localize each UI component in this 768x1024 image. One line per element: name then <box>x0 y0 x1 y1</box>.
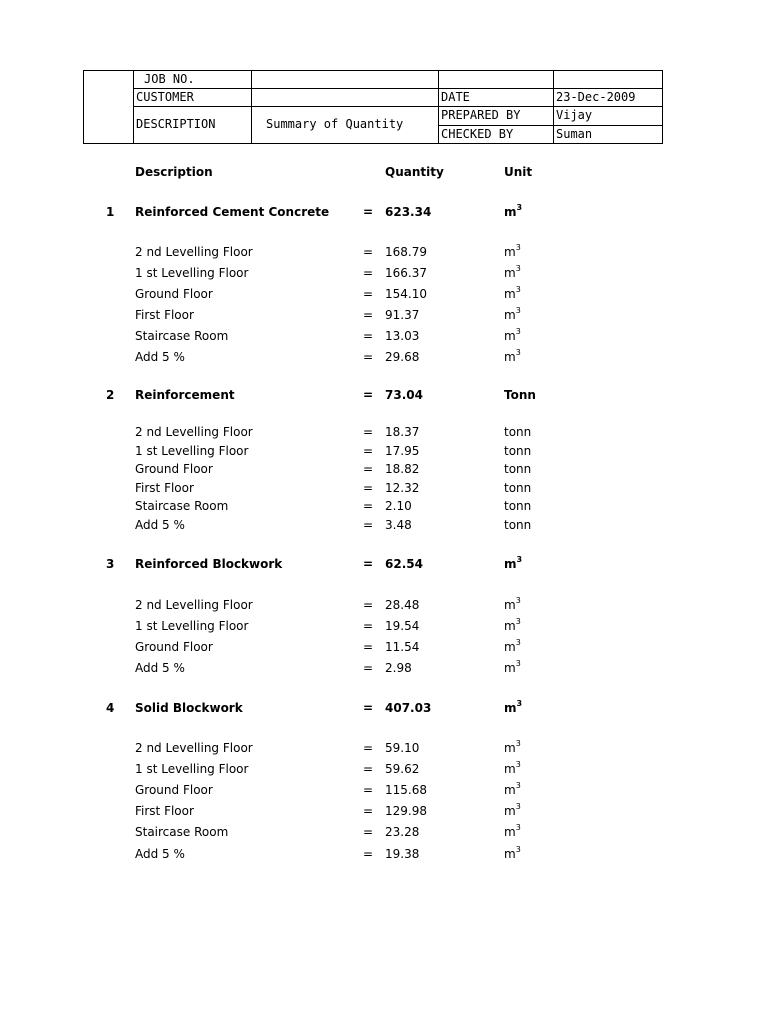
equals-sign: = <box>363 205 374 219</box>
item-unit: $m^3$ <box>504 596 521 612</box>
item-quantity: 168.79 <box>385 245 427 259</box>
item-label: First Floor <box>135 308 194 322</box>
section-number: 1 <box>106 205 115 219</box>
item-unit: $m^3$ <box>504 845 521 861</box>
item-quantity: 13.03 <box>385 329 420 343</box>
item-unit: $m^3$ <box>504 243 521 259</box>
section-unit: $m^3$ <box>504 699 523 715</box>
equals-sign: = <box>363 847 374 861</box>
date-label-cell <box>438 88 554 107</box>
description-value: Summary of Quantity <box>266 117 404 131</box>
item-unit: tonn <box>504 425 532 439</box>
item-unit: $m^3$ <box>504 285 521 301</box>
equals-sign: = <box>363 388 374 402</box>
job-no-label-cell <box>133 70 252 89</box>
item-label: Staircase Room <box>135 329 229 343</box>
section-total: 407.03 <box>385 701 432 715</box>
equals-sign: = <box>363 783 374 797</box>
item-quantity: 23.28 <box>385 825 420 839</box>
equals-sign: = <box>363 462 374 476</box>
equals-sign: = <box>363 825 374 839</box>
item-unit: $m^3$ <box>504 739 521 755</box>
section-total: 62.54 <box>385 557 423 571</box>
item-quantity: 28.48 <box>385 598 420 612</box>
description-value-cell <box>251 106 439 144</box>
item-label: Add 5 % <box>135 518 185 532</box>
item-quantity: 166.37 <box>385 266 427 280</box>
checked-by-label: CHECKED BY <box>441 127 514 141</box>
item-quantity: 115.68 <box>385 783 427 797</box>
item-label: First Floor <box>135 804 194 818</box>
item-unit: tonn <box>504 462 532 476</box>
section-title: Reinforced Blockwork <box>135 557 283 571</box>
item-quantity: 19.38 <box>385 847 420 861</box>
section-number: 3 <box>106 557 115 571</box>
item-label: Ground Floor <box>135 783 213 797</box>
equals-sign: = <box>363 266 374 280</box>
item-label: 1 st Levelling Floor <box>135 619 249 633</box>
section-number: 4 <box>106 701 115 715</box>
equals-sign: = <box>363 287 374 301</box>
equals-sign: = <box>363 425 374 439</box>
prepared-by-value-cell <box>553 106 663 126</box>
item-label: Ground Floor <box>135 640 213 654</box>
date-value: 23-Dec-2009 <box>556 90 636 104</box>
item-unit: $m^3$ <box>504 638 521 654</box>
section-unit: $m^3$ <box>504 555 523 571</box>
item-unit: $m^3$ <box>504 264 521 280</box>
prepared-by-label: PREPARED BY <box>441 108 521 122</box>
item-label: 2 nd Levelling Floor <box>135 598 253 612</box>
item-label: Ground Floor <box>135 287 213 301</box>
equals-sign: = <box>363 557 374 571</box>
item-quantity: 12.32 <box>385 481 420 495</box>
item-quantity: 3.48 <box>385 518 412 532</box>
item-quantity: 59.62 <box>385 762 420 776</box>
customer-label: CUSTOMER <box>136 90 194 104</box>
job-no-label: JOB NO. <box>144 72 195 86</box>
item-unit: tonn <box>504 518 532 532</box>
prepared-by-value: Vijay <box>556 108 593 122</box>
item-unit: $m^3$ <box>504 327 521 343</box>
blank-value-cell <box>553 70 663 89</box>
section-unit: $m^3$ <box>504 203 523 219</box>
header-blank-cell <box>83 70 134 144</box>
equals-sign: = <box>363 762 374 776</box>
item-label: Add 5 % <box>135 847 185 861</box>
item-label: First Floor <box>135 481 194 495</box>
item-label: Ground Floor <box>135 462 213 476</box>
item-quantity: 91.37 <box>385 308 420 322</box>
item-label: Staircase Room <box>135 499 229 513</box>
item-quantity: 19.54 <box>385 619 420 633</box>
section-title: Reinforced Cement Concrete <box>135 205 330 219</box>
item-unit: tonn <box>504 444 532 458</box>
equals-sign: = <box>363 245 374 259</box>
item-label: Staircase Room <box>135 825 229 839</box>
item-label: Add 5 % <box>135 661 185 675</box>
item-unit: $m^3$ <box>504 306 521 322</box>
customer-label-cell <box>133 88 252 107</box>
item-label: 1 st Levelling Floor <box>135 444 249 458</box>
item-label: 2 nd Levelling Floor <box>135 425 253 439</box>
description-label-cell <box>133 106 252 144</box>
equals-sign: = <box>363 481 374 495</box>
item-label: 2 nd Levelling Floor <box>135 245 253 259</box>
equals-sign: = <box>363 661 374 675</box>
equals-sign: = <box>363 350 374 364</box>
item-unit: $m^3$ <box>504 760 521 776</box>
equals-sign: = <box>363 518 374 532</box>
date-label: DATE <box>441 90 470 104</box>
section-title: Solid Blockwork <box>135 701 243 715</box>
checked-by-value-cell <box>553 125 663 144</box>
item-quantity: 2.10 <box>385 499 412 513</box>
equals-sign: = <box>363 619 374 633</box>
date-value-cell <box>553 88 663 107</box>
equals-sign: = <box>363 701 374 715</box>
equals-sign: = <box>363 329 374 343</box>
item-unit: tonn <box>504 499 532 513</box>
equals-sign: = <box>363 741 374 755</box>
item-quantity: 154.10 <box>385 287 427 301</box>
prepared-by-label-cell <box>438 106 554 126</box>
item-quantity: 2.98 <box>385 661 412 675</box>
item-label: 2 nd Levelling Floor <box>135 741 253 755</box>
section-number: 2 <box>106 388 115 402</box>
item-unit: $m^3$ <box>504 617 521 633</box>
item-quantity: 29.68 <box>385 350 420 364</box>
equals-sign: = <box>363 598 374 612</box>
equals-sign: = <box>363 499 374 513</box>
equals-sign: = <box>363 640 374 654</box>
item-label: Add 5 % <box>135 350 185 364</box>
item-label: 1 st Levelling Floor <box>135 762 249 776</box>
item-unit: $m^3$ <box>504 348 521 364</box>
item-quantity: 17.95 <box>385 444 420 458</box>
item-unit: $m^3$ <box>504 823 521 839</box>
checked-by-label-cell <box>438 125 554 144</box>
column-heading-unit: Unit <box>504 165 533 179</box>
equals-sign: = <box>363 444 374 458</box>
item-unit: $m^3$ <box>504 781 521 797</box>
description-label: DESCRIPTION <box>136 117 216 131</box>
job-no-value-cell <box>251 70 439 89</box>
section-title: Reinforcement <box>135 388 235 402</box>
section-total: 623.34 <box>385 205 432 219</box>
section-unit: Tonn <box>504 388 536 402</box>
item-unit: $m^3$ <box>504 802 521 818</box>
customer-value-cell <box>251 88 439 107</box>
checked-by-value: Suman <box>556 127 593 141</box>
equals-sign: = <box>363 308 374 322</box>
item-unit: tonn <box>504 481 532 495</box>
item-quantity: 11.54 <box>385 640 420 654</box>
equals-sign: = <box>363 804 374 818</box>
item-quantity: 59.10 <box>385 741 420 755</box>
item-quantity: 18.82 <box>385 462 420 476</box>
item-quantity: 18.37 <box>385 425 420 439</box>
item-quantity: 129.98 <box>385 804 427 818</box>
item-label: 1 st Levelling Floor <box>135 266 249 280</box>
column-heading-quantity: Quantity <box>385 165 444 179</box>
section-total: 73.04 <box>385 388 423 402</box>
item-unit: $m^3$ <box>504 659 521 675</box>
column-heading-description: Description <box>135 165 213 179</box>
blank-label-cell <box>438 70 554 89</box>
